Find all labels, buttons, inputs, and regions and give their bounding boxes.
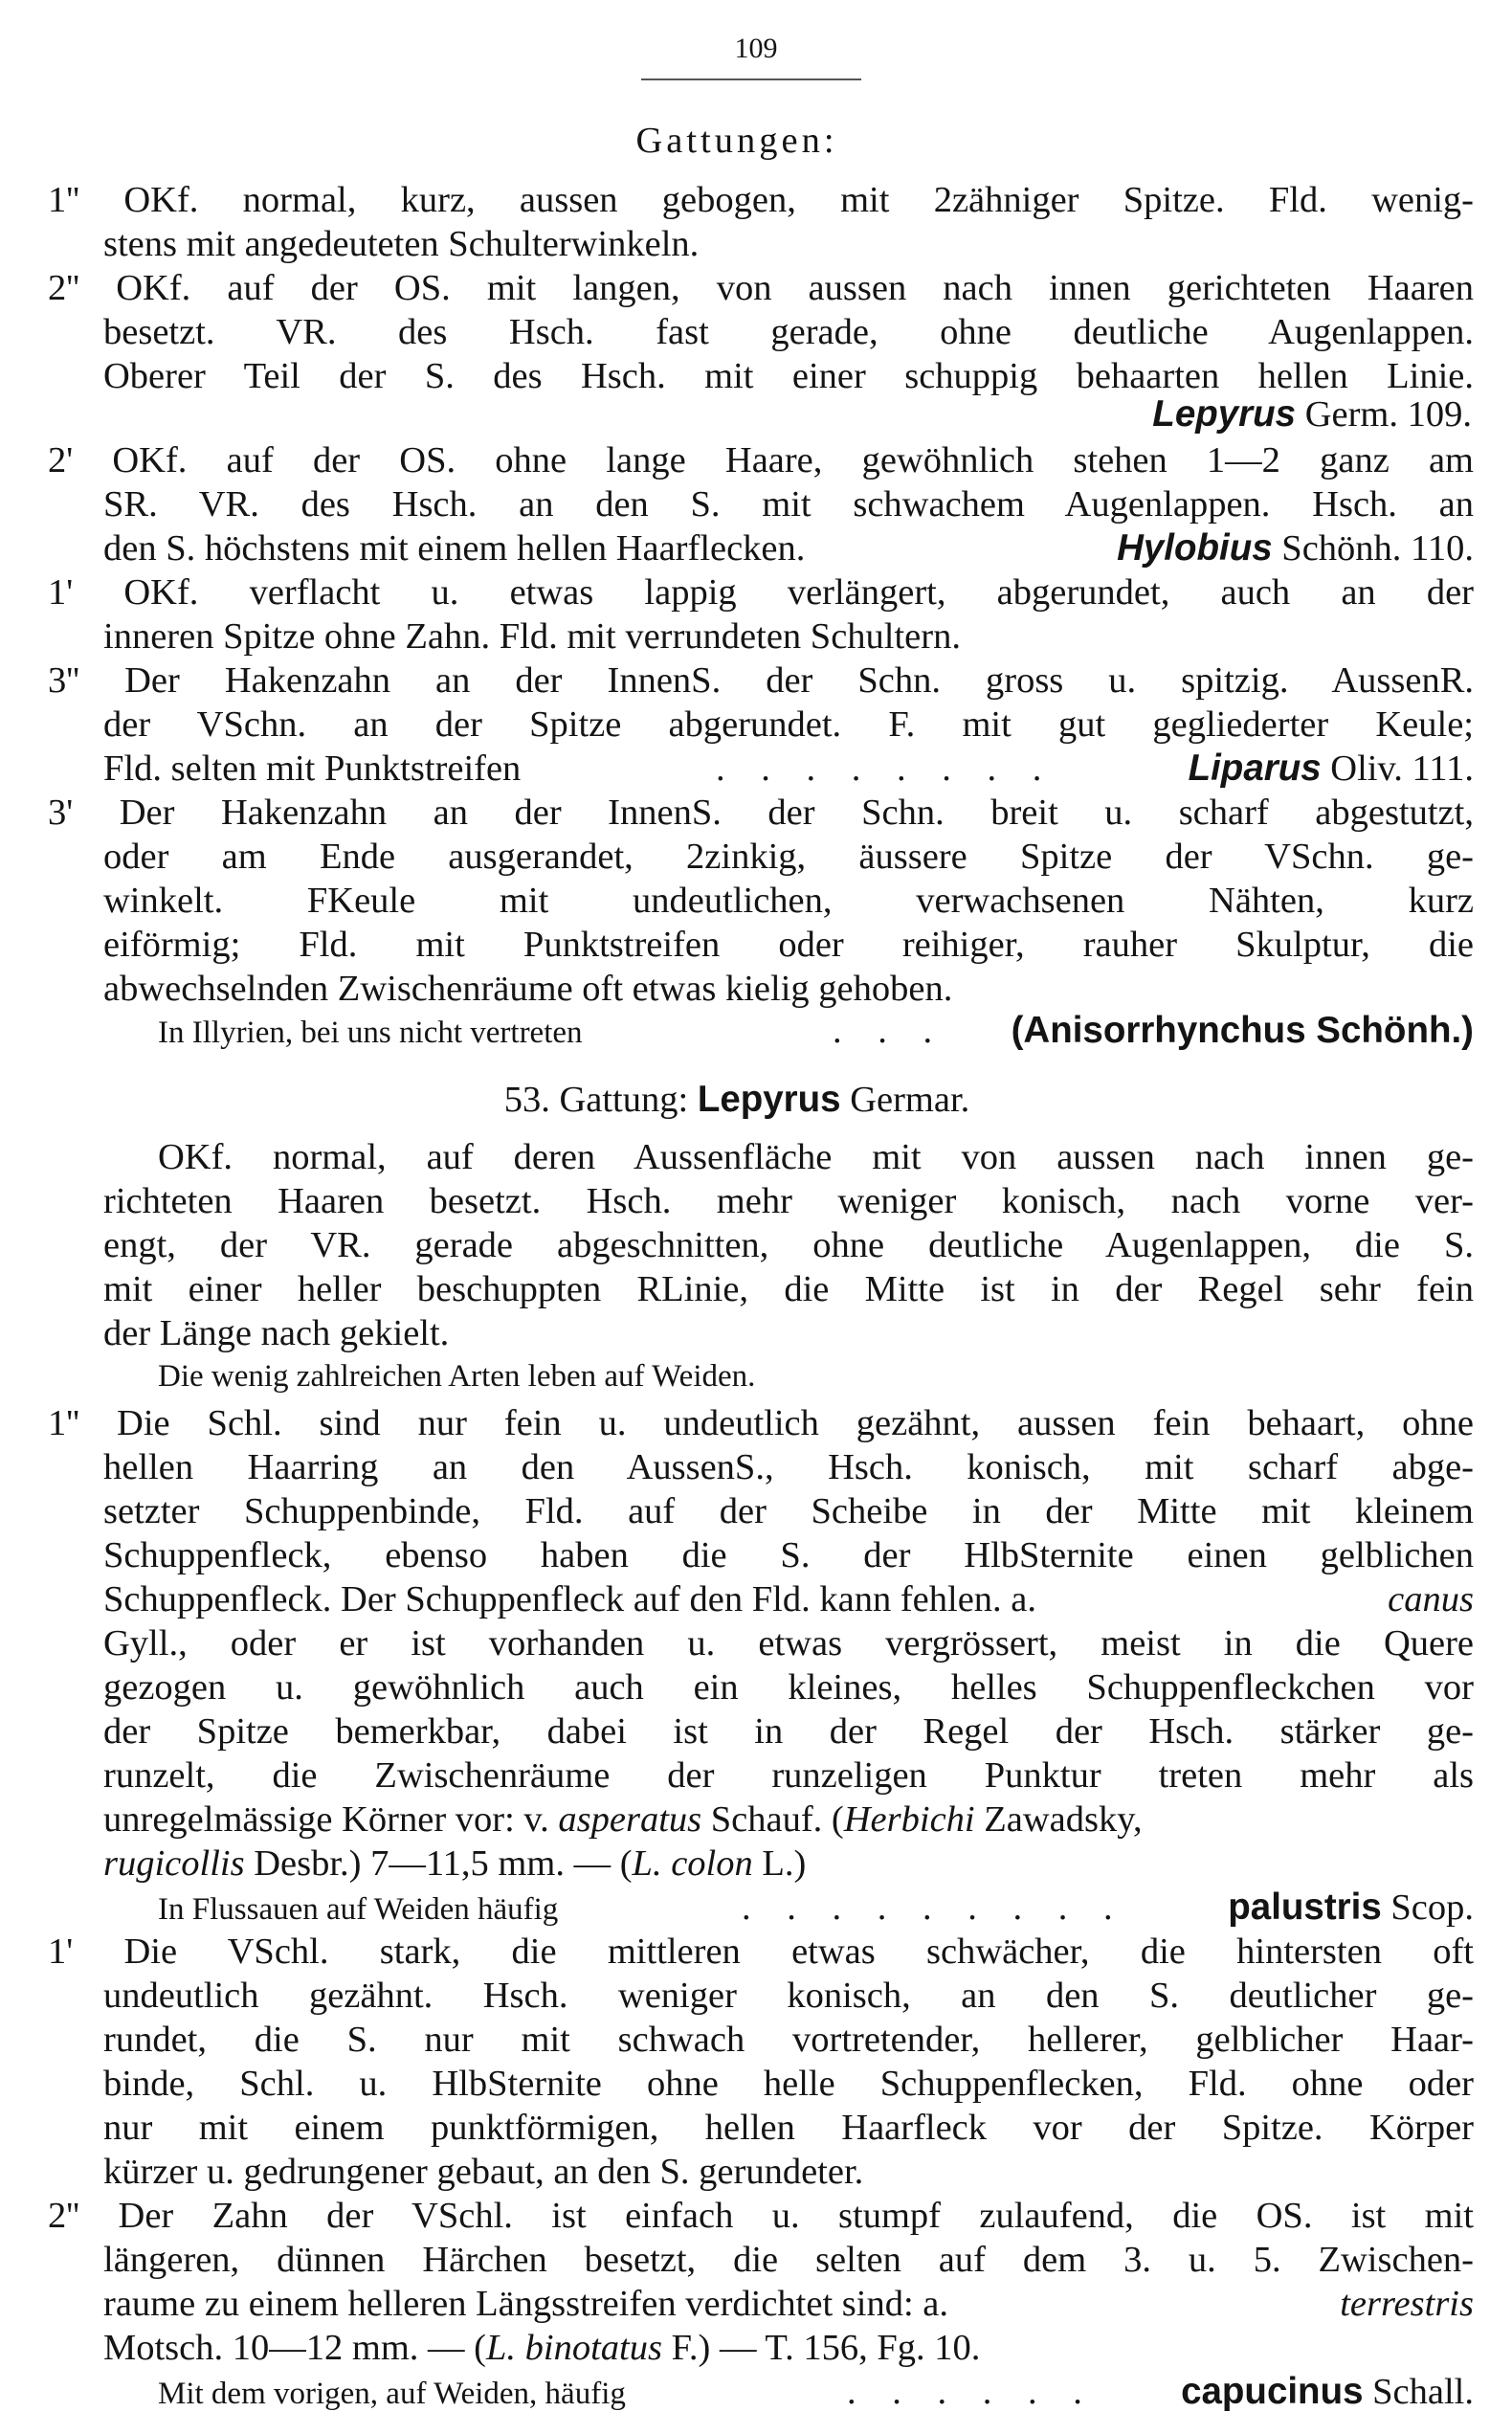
habitat-note: In Flussauen auf Weiden häufig	[158, 1892, 559, 1927]
leader-dots: . . . . . . . . .	[742, 1887, 1126, 1928]
species-name-terrestris: terrestris	[1340, 2284, 1474, 2324]
species-line: 1' Die VSchl. stark, die mittleren etwas schwächer, die hintersten oft	[48, 1932, 1474, 1972]
species-name: palustris	[1228, 1887, 1382, 1928]
key-line: oder am Ende ausgerandet, 2zinkig, äussere Spitze der VSchn. ge-	[103, 837, 1474, 877]
species-line: setzter Schuppenbinde, Fld. auf der Scheibe in der Mitte mit kleinem	[103, 1491, 1474, 1531]
synonym-rugicollis: rugicollis	[103, 1843, 245, 1884]
genus-name-anisorrhynchus: (Anisorrhynchus Schönh.)	[1011, 1010, 1474, 1051]
page-number: 109	[734, 33, 778, 64]
description-line: mit einer heller beschuppten RLinie, die Mitte ist in der Regel sehr fein	[103, 1269, 1474, 1309]
key-note-line	[158, 1009, 1474, 1054]
key-line: inneren Spitze ohne Zahn. Fld. mit verrundeten Schultern.	[103, 616, 961, 657]
species-result-palustris	[1228, 1886, 1474, 1930]
description-line: richteten Haaren besetzt. Hsch. mehr weniger konisch, nach vorne ver-	[103, 1181, 1474, 1221]
key-result-hylobius	[1117, 526, 1474, 570]
key-line: Oberer Teil der S. des Hsch. mit einer schuppig behaarten hellen Linie.	[103, 356, 1474, 396]
header-rule	[641, 78, 861, 80]
key-line: 1'' OKf. normal, kurz, aussen gebogen, mit 2zähniger Spitze. Fld. wenig-	[48, 180, 1474, 220]
species-text: unregelmässige Körner vor: v.	[103, 1799, 549, 1840]
author: Zawadsky,	[984, 1799, 1143, 1840]
author: L.)	[762, 1843, 807, 1884]
key-line: SR. VR. des Hsch. an den S. mit schwachem Augenlappen. Hsch. an	[103, 484, 1474, 525]
species-line	[103, 1577, 1474, 1621]
section-genus: Lepyrus	[697, 1079, 841, 1120]
key-line: winkelt. FKeule mit undeutlichen, verwachsenen Nähten, kurz	[103, 881, 1474, 921]
genus-name: Liparus	[1188, 748, 1322, 789]
author: Schauf. (	[710, 1799, 844, 1840]
species-line: runzelt, die Zwischenräume der runzeligen Punktur treten mehr als	[103, 1755, 1474, 1796]
species-name: capucinus	[1181, 2371, 1364, 2412]
leader-dots: . . .	[833, 1011, 946, 1051]
species-line: Gyll., oder er ist vorhanden u. etwas vergrössert, meist in die Quere	[103, 1623, 1474, 1664]
genus-reference: Oliv. 111.	[1330, 748, 1474, 789]
species-line	[103, 1842, 806, 1886]
leader-dots: . . . . . . . .	[716, 748, 1056, 789]
description-line: engt, der VR. gerade abgeschnitten, ohne deutliche Augenlappen, die S.	[103, 1225, 1474, 1265]
description-line: OKf. normal, auf deren Aussenfläche mit von aussen nach innen ge-	[158, 1137, 1474, 1177]
synonym-colon: L. colon	[632, 1843, 753, 1884]
key-line: 3' Der Hakenzahn an der InnenS. der Schn. breit u. scharf abgestutzt,	[48, 793, 1474, 833]
species-line: 1'' Die Schl. sind nur fein u. undeutlich gezähnt, aussen fein behaart, ohne	[48, 1403, 1474, 1443]
species-line: nur mit einem punktförmigen, hellen Haarfleck vor der Spitze. Körper	[103, 2108, 1474, 2148]
description-note: Die wenig zahlreichen Arten leben auf Weiden.	[158, 1359, 756, 1394]
author: Scop.	[1390, 1887, 1474, 1928]
genus-reference: Germ. 109.	[1304, 394, 1472, 435]
key-line: eiförmig; Fld. mit Punktstreifen oder reihiger, rauher Skulptur, die	[103, 925, 1474, 965]
species-line	[103, 2282, 1474, 2326]
key-line: 2' OKf. auf der OS. ohne lange Haare, gewöhnlich stehen 1—2 ganz am	[48, 440, 1474, 480]
species-text: Schuppenfleck. Der Schuppenfleck auf den Fld. kann fehlen. a.	[103, 1579, 1037, 1619]
key-result-lepyrus	[1152, 392, 1472, 436]
species-line: binde, Schl. u. HlbSternite ohne helle Schuppenflecken, Fld. ohne oder	[103, 2064, 1474, 2104]
key-note: In Illyrien, bei uns nicht vertreten	[158, 1016, 583, 1050]
species-text: Desbr.) 7—11,5 mm. — (	[254, 1843, 633, 1884]
species-line: hellen Haarring an den AussenS., Hsch. konisch, mit scharf abge-	[103, 1447, 1474, 1487]
genus-reference: Schönh. 110.	[1281, 528, 1474, 569]
leader-dots: . . . . . .	[847, 2372, 1096, 2412]
species-line: undeutlich gezähnt. Hsch. weniger konisch, an den S. deutlicher ge-	[103, 1976, 1474, 2016]
key-text: den S. höchstens mit einem hellen Haarflecken.	[103, 528, 806, 569]
reference: F.) — T. 156, Fg. 10.	[671, 2328, 981, 2368]
key-line: besetzt. VR. des Hsch. fast gerade, ohne deutliche Augenlappen.	[103, 312, 1474, 352]
species-text: raume zu einem helleren Längsstreifen verdichtet sind: a.	[103, 2284, 948, 2324]
key-result-liparus	[1189, 747, 1474, 791]
section-title	[115, 1078, 1359, 1122]
species-result-line	[158, 2370, 1474, 2415]
species-line: längeren, dünnen Härchen besetzt, die selten auf dem 3. u. 5. Zwischen-	[103, 2240, 1474, 2280]
key-line: abwechselnden Zwischenräume oft etwas kielig gehoben.	[103, 969, 953, 1009]
genus-name: Lepyrus	[1152, 393, 1297, 435]
variety-name-asperatus: asperatus	[558, 1799, 702, 1840]
species-result-capucinus	[1181, 2370, 1474, 2414]
key-line-with-result	[103, 747, 1474, 791]
section-author: Germar.	[850, 1080, 970, 1120]
genus-name: Hylobius	[1117, 527, 1273, 569]
synonym-binotatus: L. binotatus	[485, 2328, 662, 2368]
key-line: der VSchn. an der Spitze abgerundet. F. mit gut gegliederter Keule;	[103, 704, 1474, 745]
species-text: Motsch. 10—12 mm. — (	[103, 2328, 486, 2368]
key-line: 1' OKf. verflacht u. etwas lappig verlängert, abgerundet, auch an der	[48, 572, 1474, 613]
key-line: stens mit angedeuteten Schulterwinkeln.	[103, 224, 700, 264]
author: Schall.	[1372, 2372, 1474, 2412]
key-text: Fld. selten mit Punktstreifen	[103, 748, 522, 789]
key-line-with-result	[103, 526, 1474, 570]
species-line: der Spitze bemerkbar, dabei ist in der Regel der Hsch. stärker ge-	[103, 1711, 1474, 1752]
species-line: Schuppenfleck, ebenso haben die S. der HlbSternite einen gelblichen	[103, 1535, 1474, 1575]
genera-heading: Gattungen:	[635, 121, 838, 161]
habitat-note: Mit dem vorigen, auf Weiden, häufig	[158, 2377, 626, 2411]
species-line	[103, 2326, 980, 2370]
section-prefix: 53. Gattung:	[503, 1080, 689, 1120]
species-name-canus: canus	[1388, 1579, 1474, 1619]
species-line: gezogen u. gewöhnlich auch ein kleines, helles Schuppenfleckchen vor	[103, 1667, 1474, 1708]
species-line: rundet, die S. nur mit schwach vortretender, hellerer, gelblicher Haar-	[103, 2020, 1474, 2060]
key-line: 3'' Der Hakenzahn an der InnenS. der Schn. gross u. spitzig. AussenR.	[48, 660, 1474, 701]
species-line: 2'' Der Zahn der VSchl. ist einfach u. stumpf zulaufend, die OS. ist mit	[48, 2196, 1474, 2236]
synonym-herbichi: Herbichi	[843, 1799, 975, 1840]
description-line: der Länge nach gekielt.	[103, 1313, 450, 1353]
species-result-line	[158, 1886, 1474, 1931]
species-line: kürzer u. gedrungener gebaut, an den S. gerundeter.	[103, 2152, 864, 2192]
key-line: 2'' OKf. auf der OS. mit langen, von aussen nach innen gerichteten Haaren	[48, 268, 1474, 308]
species-line	[103, 1798, 1474, 1842]
